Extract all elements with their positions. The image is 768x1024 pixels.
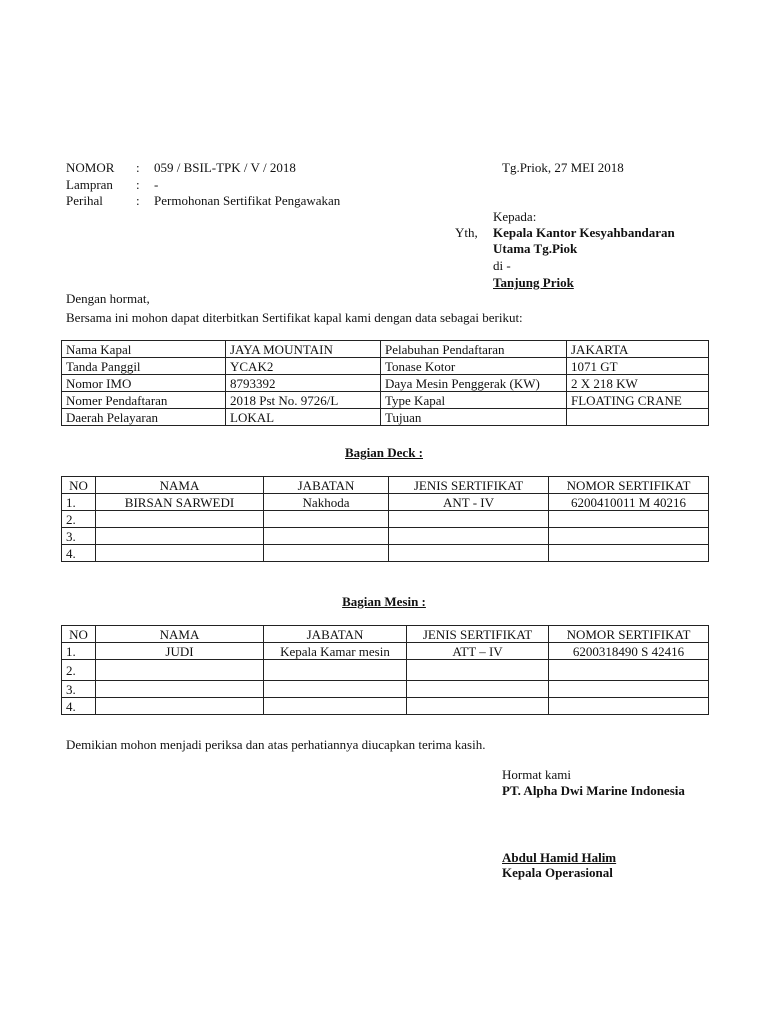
table-cell: Tujuan [381, 409, 567, 426]
table-cell: ATT – IV [407, 643, 549, 660]
table-cell [96, 511, 264, 528]
table-cell: 4. [62, 698, 96, 715]
table-cell [567, 409, 709, 426]
signature-company: PT. Alpha Dwi Marine Indonesia [502, 783, 685, 798]
table-header-cell: JENIS SERTIFIKAT [407, 626, 549, 643]
table-header-cell: JABATAN [264, 626, 407, 643]
table-cell: Nomer Pendaftaran [62, 392, 226, 409]
table-cell: 6200410011 M 40216 [549, 494, 709, 511]
table-cell: FLOATING CRANE [567, 392, 709, 409]
table-cell: LOKAL [226, 409, 381, 426]
ship-data-row [62, 341, 709, 358]
table-row [62, 528, 709, 545]
table-cell: 3. [62, 528, 96, 545]
table-cell [389, 528, 549, 545]
table-cell: 8793392 [226, 375, 381, 392]
table-header-cell: NAMA [96, 477, 264, 494]
place-date: Tg.Priok, 27 MEI 2018 [502, 160, 624, 175]
greeting: Dengan hormat, [66, 291, 150, 306]
table-cell: Pelabuhan Pendaftaran [381, 341, 567, 358]
table-header-cell: NOMOR SERTIFIKAT [549, 477, 709, 494]
ship-data-row [62, 409, 709, 426]
ship-data-row [62, 375, 709, 392]
table-header-cell: NOMOR SERTIFIKAT [549, 626, 709, 643]
table-cell: JAYA MOUNTAIN [226, 341, 381, 358]
recipient-city: Tanjung Priok [493, 275, 574, 290]
table-cell: JUDI [96, 643, 264, 660]
perihal-colon: : [136, 193, 140, 208]
table-cell [96, 660, 264, 681]
table-cell: 4. [62, 545, 96, 562]
table-cell: Tonase Kotor [381, 358, 567, 375]
table-cell: Nakhoda [264, 494, 389, 511]
table-cell: ANT - IV [389, 494, 549, 511]
signature-position: Kepala Operasional [502, 865, 613, 880]
table-row [62, 643, 709, 660]
table-cell [96, 545, 264, 562]
recipient-kepada: Kepada: [493, 209, 537, 224]
table-row [62, 681, 709, 698]
table-header-row [62, 626, 709, 643]
table-cell [407, 681, 549, 698]
table-row [62, 511, 709, 528]
table-row [62, 494, 709, 511]
recipient-di: di - [493, 258, 511, 273]
table-cell: 2. [62, 511, 96, 528]
table-cell: Daerah Pelayaran [62, 409, 226, 426]
table-cell: BIRSAN SARWEDI [96, 494, 264, 511]
table-cell: 3. [62, 681, 96, 698]
table-cell: Daya Mesin Penggerak (KW) [381, 375, 567, 392]
table-cell [389, 545, 549, 562]
table-row [62, 698, 709, 715]
table-header-cell: JABATAN [264, 477, 389, 494]
table-cell [264, 528, 389, 545]
nomor-label: NOMOR [66, 160, 115, 175]
table-cell: Kepala Kamar mesin [264, 643, 407, 660]
table-cell [549, 660, 709, 681]
table-header-cell: NO [62, 626, 96, 643]
intro-text: Bersama ini mohon dapat diterbitkan Sertifikat kapal kami dengan data sebagai berikut: [66, 310, 523, 325]
table-cell [549, 545, 709, 562]
table-cell: 2018 Pst No. 9726/L [226, 392, 381, 409]
table-cell [407, 698, 549, 715]
table-header-cell: NAMA [96, 626, 264, 643]
perihal-label: Perihal [66, 193, 103, 208]
perihal-value: Permohonan Sertifikat Pengawakan [154, 193, 341, 208]
signature-hormat: Hormat kami [502, 767, 571, 782]
signature-name: Abdul Hamid Halim [502, 850, 617, 865]
lampiran-colon: : [136, 177, 140, 192]
table-cell: 1071 GT [567, 358, 709, 375]
table-cell [389, 511, 549, 528]
deck-crew-table [61, 476, 709, 562]
lampiran-label: Lampran [66, 177, 113, 192]
recipient-line1: Kepala Kantor Kesyahbandaran [493, 225, 675, 240]
table-cell [264, 511, 389, 528]
recipient-line2: Utama Tg.Piok [493, 241, 578, 256]
table-cell: 2. [62, 660, 96, 681]
mesin-section-title: Bagian Mesin : [342, 594, 426, 609]
table-cell: Type Kapal [381, 392, 567, 409]
ship-data-row [62, 358, 709, 375]
table-cell: Tanda Panggil [62, 358, 226, 375]
deck-section-title: Bagian Deck : [345, 445, 423, 460]
table-cell [96, 681, 264, 698]
mesin-crew-table [61, 625, 709, 715]
closing-text: Demikian mohon menjadi periksa dan atas perhatiannya diucapkan terima kasih. [66, 737, 486, 752]
table-cell [549, 681, 709, 698]
table-cell [264, 681, 407, 698]
table-row [62, 660, 709, 681]
lampiran-value: - [154, 177, 159, 192]
table-cell: 1. [62, 643, 96, 660]
table-cell: Nama Kapal [62, 341, 226, 358]
table-header-row [62, 477, 709, 494]
table-cell [96, 528, 264, 545]
table-row [62, 545, 709, 562]
table-cell [264, 698, 407, 715]
table-cell: YCAK2 [226, 358, 381, 375]
table-header-cell: NO [62, 477, 96, 494]
table-cell [264, 660, 407, 681]
table-cell: JAKARTA [567, 341, 709, 358]
table-cell: 6200318490 S 42416 [549, 643, 709, 660]
table-cell [407, 660, 549, 681]
table-cell [96, 698, 264, 715]
nomor-colon: : [136, 160, 140, 175]
table-cell: Nomor IMO [62, 375, 226, 392]
table-cell: 1. [62, 494, 96, 511]
recipient-yth: Yth, [455, 225, 478, 240]
table-header-cell: JENIS SERTIFIKAT [389, 477, 549, 494]
table-cell [264, 545, 389, 562]
table-cell: 2 X 218 KW [567, 375, 709, 392]
ship-data-row [62, 392, 709, 409]
table-cell [549, 511, 709, 528]
ship-data-table [61, 340, 709, 426]
table-cell [549, 698, 709, 715]
nomor-value: 059 / BSIL-TPK / V / 2018 [154, 160, 296, 175]
table-cell [549, 528, 709, 545]
